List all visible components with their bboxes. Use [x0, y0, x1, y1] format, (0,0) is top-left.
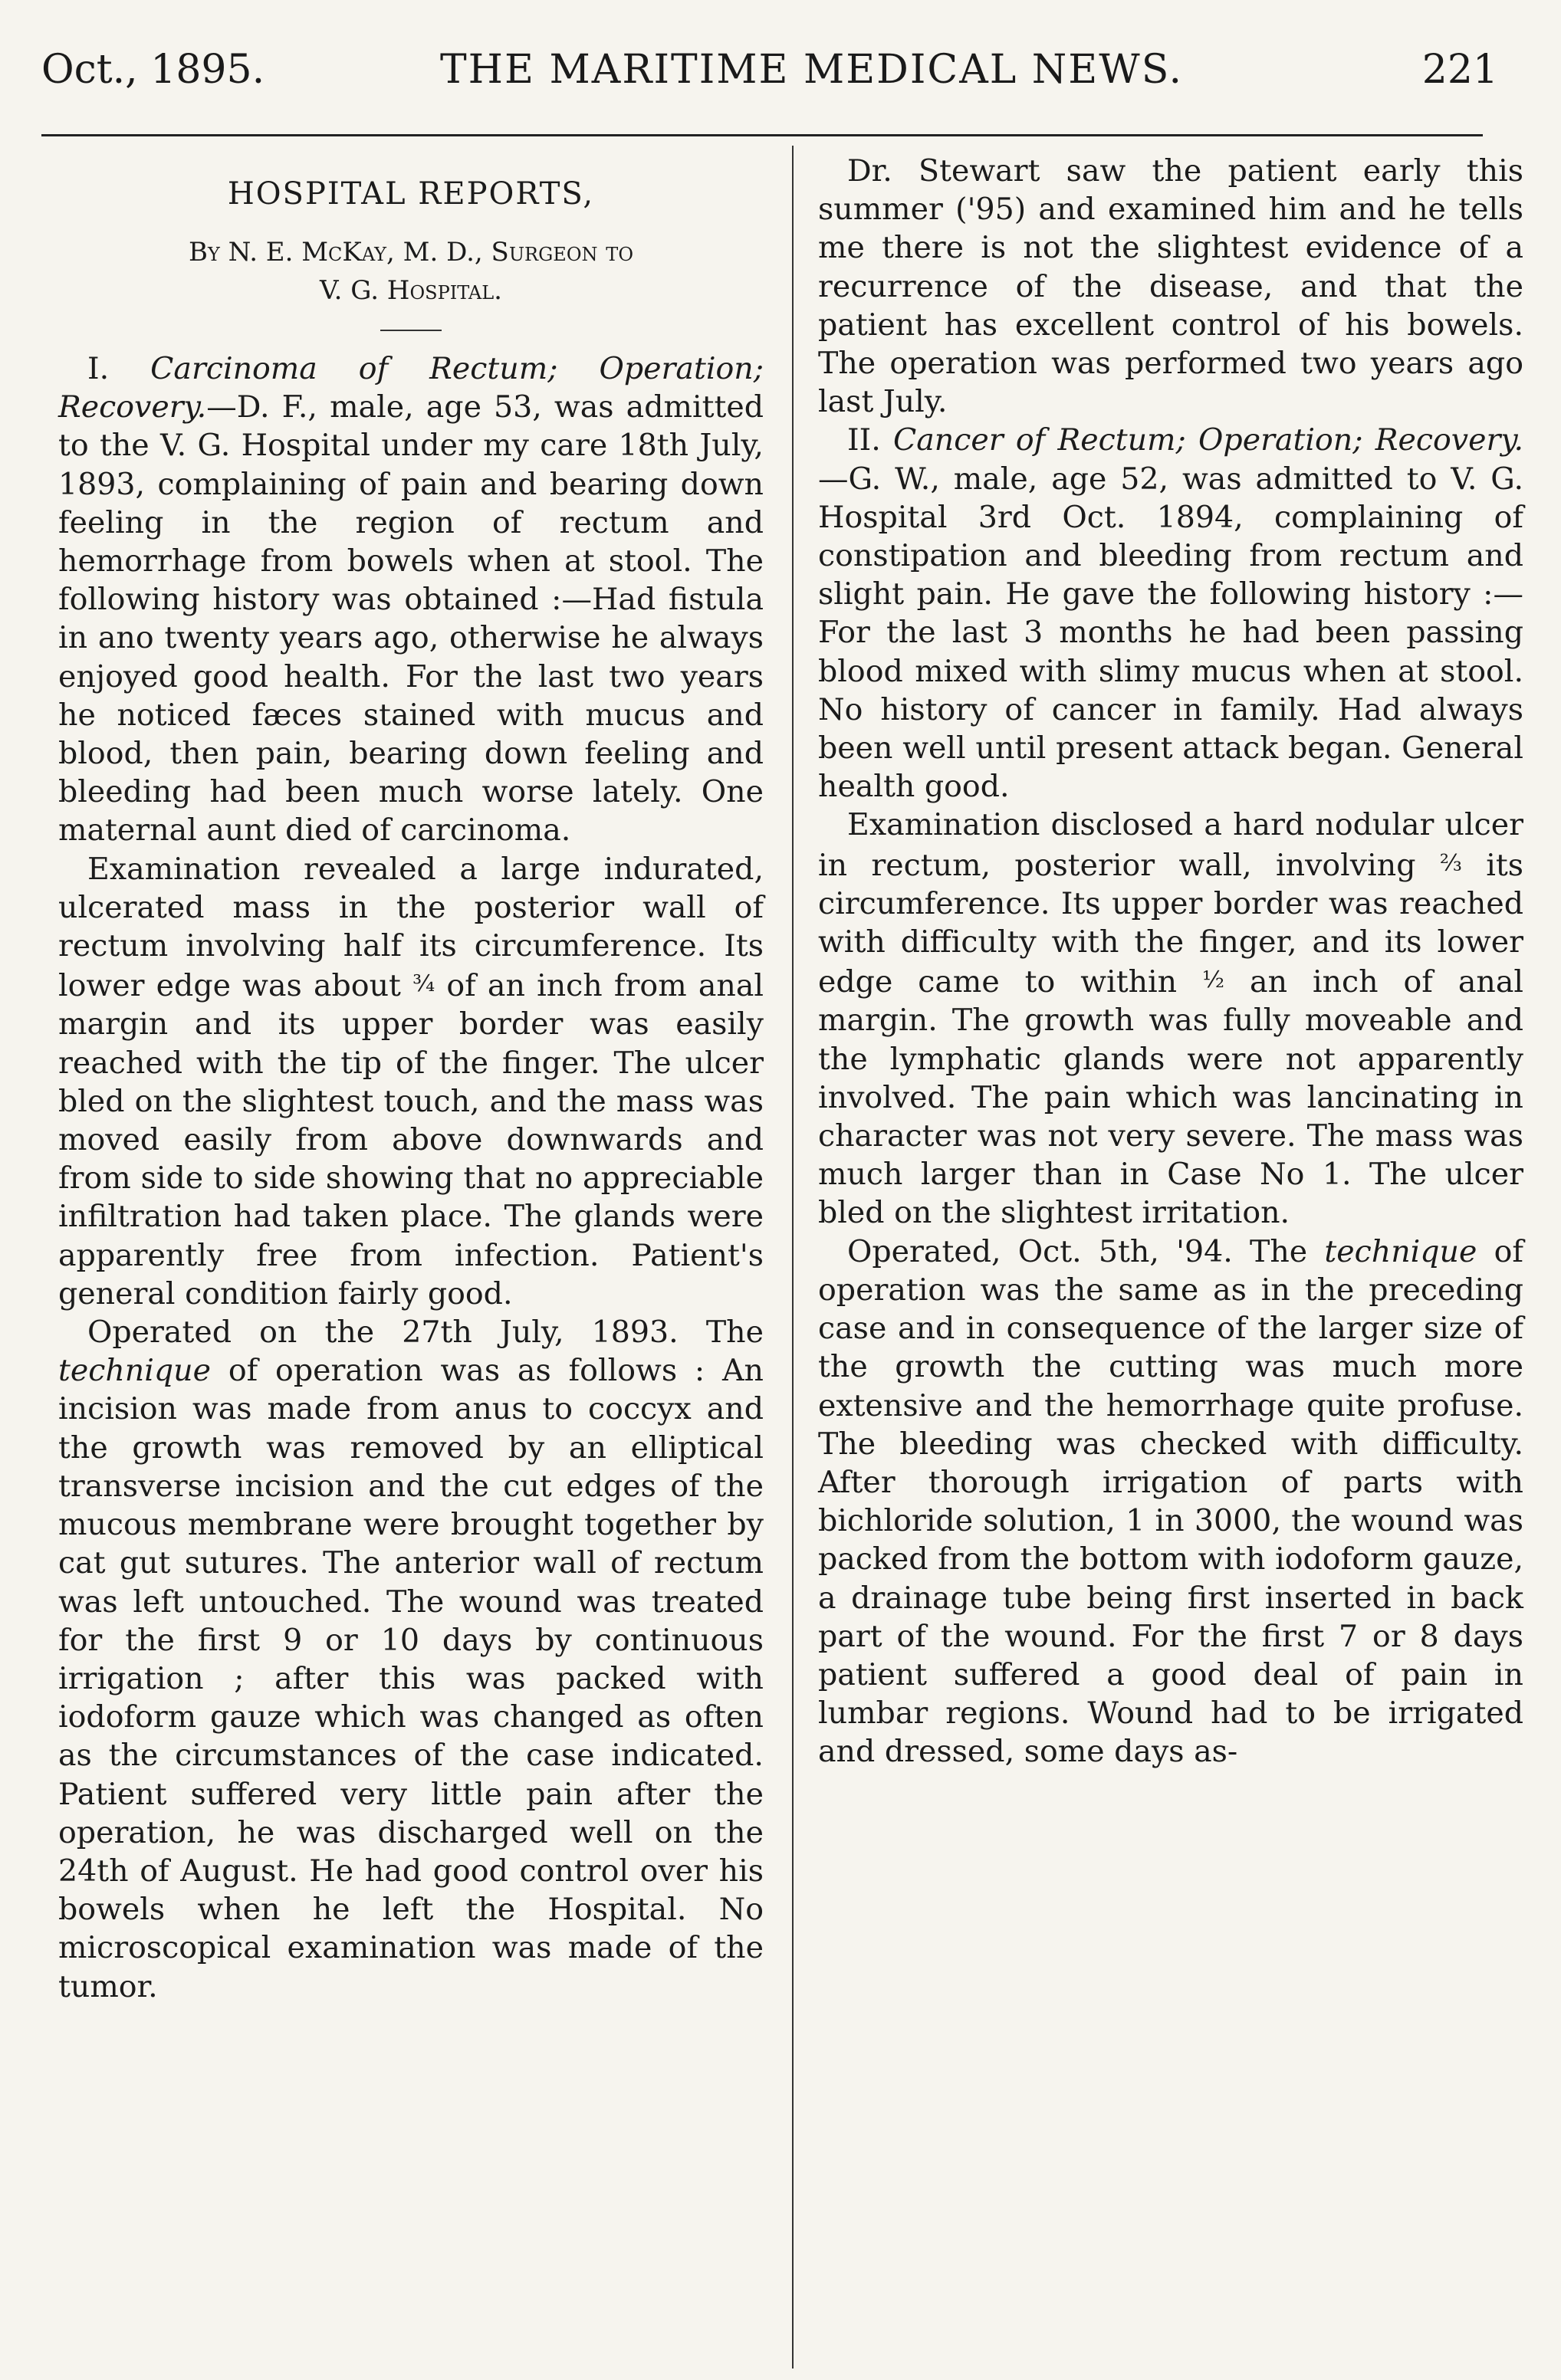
case1-exam-text-a: Examination revealed a large indurated, ulcerated mass in the posterior wall of rectum involving half its circumference. Its lower edge was about	[58, 851, 764, 1004]
header-rule	[41, 134, 1483, 136]
case2-operation-paragraph	[818, 1233, 1523, 1771]
byline-line-2: V. G. Hospital.	[320, 275, 502, 306]
case1-op-text-a: Operated on the 27th July, 1893. The	[87, 1315, 764, 1351]
case1-operation-paragraph	[58, 1313, 764, 2006]
case2-exam-fraction-1: ⅔	[1439, 849, 1462, 877]
case2-title: Cancer of Rectum; Operation; Recovery.	[893, 422, 1524, 458]
case1-intro-text: —D. F., male, age 53, was admitted to the V. G. Hospital under my care 18th July, 1893, complaining of pain and bearing down feeling in the region of rectum and hemorrhage from bowels when at stool. The following history was obtained :—Had fistula in ano twenty years ago, otherwise he always enjoyed good health. For the last two years he noticed fæces stained with mucus and blood, then pain, bearing down feeling and bleeding had been much worse lately. One maternal aunt died of carcinoma.	[58, 389, 764, 849]
case1-number: I.	[87, 351, 110, 386]
case1-title: Carcinoma of Rectum; Operation; Recovery.	[58, 351, 764, 425]
case2-intro-paragraph	[818, 421, 1523, 806]
case2-exam-fraction-2: ½	[1202, 967, 1225, 994]
article-heading: HOSPITAL REPORTS,	[227, 176, 595, 212]
case2-op-technique: technique	[1324, 1233, 1477, 1269]
page-number: 221	[1421, 47, 1498, 93]
article-byline	[58, 233, 764, 310]
column-divider	[792, 146, 794, 2369]
case2-op-text-a: Operated, Oct. 5th, '94. The	[847, 1233, 1308, 1269]
case1-op-technique: technique	[58, 1353, 211, 1389]
right-column	[818, 152, 1523, 1771]
case2-op-text-b: of operation was the same as in the preceding case and in consequence of the larger size of the growth the cutting was much more extensive and the hemorrhage quite profuse. The bleeding was checked with difficulty. After thorough irrigation of parts with bichloride solution, 1 in 3000, the wound was packed from the bottom with iodoform gauze, a drainage tube being first inserted in back part of the wound. For the first 7 or 8 days patient suffered a good deal of pain in lumbar regions. Wound had to be irrigated and dressed, some days as-	[818, 1233, 1524, 1770]
case2-exam-text-b: its circumference. Its upper border was reached with difficulty with the finger, and its lower edge came to within	[818, 847, 1523, 1000]
left-column	[58, 152, 764, 2006]
running-head	[41, 35, 1498, 104]
case1-exam-fraction: ¾	[412, 970, 435, 998]
case2-intro-text: —G. W., male, age 52, was admitted to V. G. Hospital 3rd Oct. 1894, complaining of constipation and bleeding from rectum and slight pain. He gave the following history :—For the last 3 months he had been passing blood mixed with slimy mucus when at stool. No history of cancer in family. Had always been well until present attack began. General health good.	[818, 461, 1523, 805]
byline-rule	[380, 330, 442, 331]
case1-op-text-b: of operation was as follows : An incision was made from anus to coccyx and the growth was removed by an elliptical transverse incision and the cut edges of the mucous membrane were brought together by cat gut sutures. The anterior wall of rectum was left untouched. The wound was treated for the first 9 or 10 days by continuous irrigation ; after this was packed with iodoform gauze which was changed as often as the circumstances of the case indicated. Patient suffered very little pain after the operation, he was discharged well on the 24th of August. He had good control over his bowels when he left the Hospital. No microscopical examination was made of the tumor.	[58, 1353, 764, 2004]
case1-examination-paragraph	[58, 850, 764, 1313]
case2-examination-paragraph	[818, 806, 1523, 1232]
case2-exam-text-a: Examination disclosed a hard nodular ulcer in rectum, posterior wall, involving	[818, 807, 1523, 883]
byline-line-1: By N. E. McKay, M. D., Surgeon to	[188, 237, 633, 268]
case2-number: II.	[847, 422, 881, 458]
case2-exam-text-c: an inch of anal margin. The growth was fully moveable and the lymphatic glands were not apparently involved. The pain which was lancinating in character was not very severe. The mass was much larger than in Case No 1. The ulcer bled on the slightest irritation.	[818, 964, 1524, 1231]
journal-title: THE MARITIME MEDICAL NEWS.	[440, 47, 1184, 93]
case1-exam-text-b: of an inch from anal margin and its upper border was easily reached with the tip of the finger. The ulcer bled on the slightest touch, and the mass was moved easily from above downwards and from side to side showing that no appreciable infiltration had taken place. The glands were apparently free from infection. Patient's general condition fairly good.	[58, 968, 764, 1311]
case1-intro-paragraph	[58, 350, 764, 850]
case1-followup-paragraph: Dr. Stewart saw the patient early this summer ('95) and examined him and he tells me there is not the slightest evidence of a recurrence of the disease, and that the patient has excellent control of his bowels. The operation was performed two years ago last July.	[818, 153, 1523, 420]
issue-date: Oct., 1895.	[41, 47, 265, 93]
